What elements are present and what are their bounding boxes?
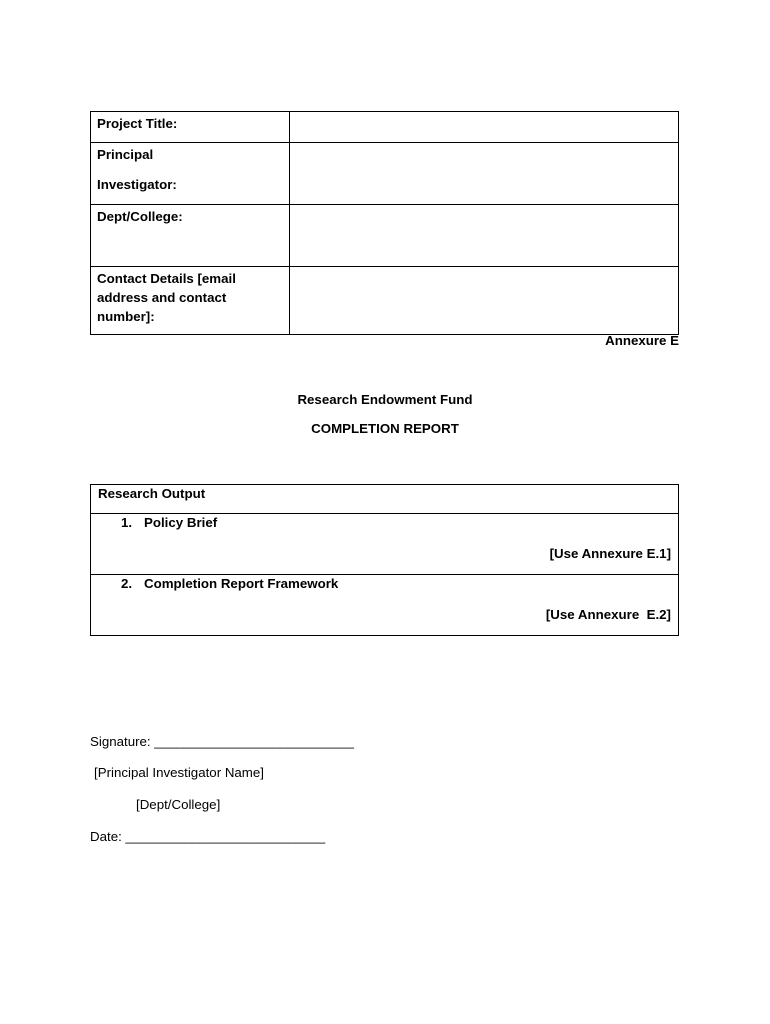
output-item-number: 1. <box>121 515 133 530</box>
output-item <box>91 514 678 574</box>
output-item-row <box>91 514 679 575</box>
output-item-reference: [Use Annexure E.1] <box>549 546 671 561</box>
dept-college-value[interactable] <box>290 205 679 267</box>
dept-college-label: Dept/College: <box>91 205 290 267</box>
principal-investigator-label-line2: Investigator: <box>97 177 177 192</box>
research-output-table <box>90 484 679 636</box>
research-output-header-row <box>91 485 679 514</box>
principal-investigator-label <box>91 143 290 205</box>
dept-college-row <box>91 205 679 267</box>
output-item-cell <box>91 514 679 575</box>
principal-investigator-value[interactable] <box>290 143 679 205</box>
project-info-table <box>90 111 679 335</box>
research-output-header-cell <box>91 485 679 514</box>
project-title-label: Project Title: <box>91 112 290 143</box>
output-item <box>91 575 678 635</box>
principal-investigator-label-line1: Principal <box>97 147 154 162</box>
annexure-label: Annexure E <box>605 333 679 348</box>
principal-investigator-name: [Principal Investigator Name] <box>94 765 264 780</box>
project-title-row <box>91 112 679 143</box>
contact-details-row <box>91 267 679 335</box>
principal-investigator-row <box>91 143 679 205</box>
output-item-row <box>91 575 679 636</box>
signature-dept-college: [Dept/College] <box>136 797 221 812</box>
contact-details-value[interactable] <box>290 267 679 335</box>
fund-heading: Research Endowment Fund <box>297 392 473 407</box>
output-item-number: 2. <box>121 576 133 591</box>
output-item-label: Completion Report Framework <box>144 576 339 591</box>
output-item-reference: [Use Annexure E.2] <box>545 607 671 622</box>
project-title-value[interactable] <box>290 112 679 143</box>
output-item-label: Policy Brief <box>144 515 218 530</box>
output-item-cell <box>91 575 679 636</box>
signature-line: Signature: ___________________________ <box>90 734 354 749</box>
date-line: Date: ___________________________ <box>90 829 326 844</box>
contact-details-label: Contact Details [email address and contact number]: <box>91 267 290 335</box>
report-heading: COMPLETION REPORT <box>311 421 459 436</box>
research-output-header: Research Output <box>98 486 206 501</box>
